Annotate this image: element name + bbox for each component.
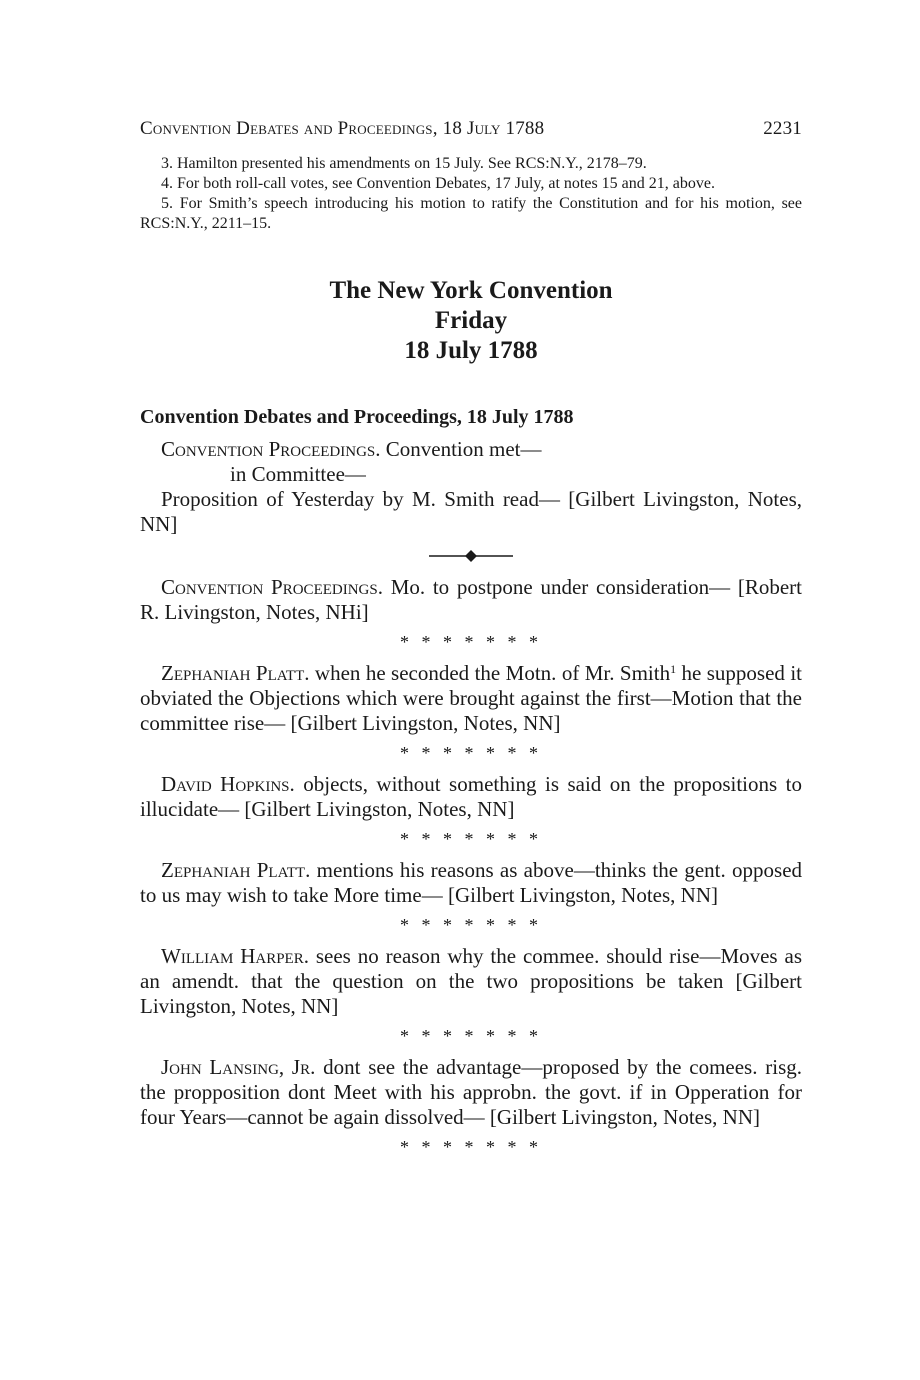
- entry-text: when he seconded the Motn. of Mr. Smith: [309, 661, 671, 685]
- speech-entry: [140, 944, 802, 1019]
- separator: * * * * * * *: [400, 1026, 542, 1046]
- page-number: 2231: [763, 118, 802, 139]
- entry-continuation: in Committee—: [230, 462, 366, 486]
- separator: * * * * * * *: [400, 1137, 542, 1157]
- section-heading: Convention Debates and Proceedings, 18 July 1788: [140, 406, 574, 428]
- speaker-name: William Harper.: [161, 944, 309, 968]
- separator: * * * * * * *: [400, 829, 542, 849]
- separator: * * * * * * *: [400, 632, 542, 652]
- footnote: 3. Hamilton presented his amendments on 15 July. See RCS:N.Y., 2178–79.: [161, 155, 647, 172]
- proceedings-entry: [140, 575, 802, 625]
- separator: * * * * * * *: [400, 743, 542, 763]
- speaker-name: Zephaniah Platt.: [161, 661, 310, 685]
- title-line: The New York Convention: [329, 277, 613, 304]
- speech-entry: [140, 661, 802, 736]
- speaker-name: John Lansing, Jr.: [161, 1055, 316, 1079]
- speaker-name: Convention Proceedings.: [161, 575, 383, 599]
- running-title: Convention Debates and Proceedings, 18 July 1788: [140, 118, 545, 139]
- footnote: 4. For both roll-call votes, see Convention Debates, 17 July, at notes 15 and 21, above.: [161, 175, 715, 192]
- entry-text: objects, without something is said on the propositions to illucidate— [Gilbert Livingston, Notes, NN]: [140, 772, 802, 821]
- title-line: 18 July 1788: [404, 337, 538, 364]
- footnotes: [140, 154, 802, 234]
- running-head: [140, 118, 802, 140]
- section-ornament: [140, 547, 802, 565]
- speech-entry: [140, 858, 802, 908]
- entry-text: Proposition of Yesterday by M. Smith read— [Gilbert Livingston, Notes, NN]: [140, 487, 802, 536]
- diamond-rule-icon: [429, 547, 513, 565]
- entry-text: he supposed it obviated the Objections which were brought against the first—Motion that the committee rise— [Gilbert Livingston, Notes, NN]: [140, 661, 803, 735]
- footnote: 5. For Smith’s speech introducing his motion to ratify the Constitution and for his motion, see RCS:N.Y., 2211–15.: [140, 195, 802, 232]
- entry-text: Mo. to postpone under consideration— [Robert R. Livingston, Notes, NHi]: [140, 575, 802, 624]
- speech-entry: [140, 772, 802, 822]
- proceedings-entry: [140, 437, 802, 462]
- page: [140, 118, 802, 1166]
- speaker-name: David Hopkins.: [161, 772, 295, 796]
- chapter-title: [140, 276, 802, 366]
- document-body: [140, 437, 802, 1158]
- separator: * * * * * * *: [400, 915, 542, 935]
- entry-text: sees no reason why the commee. should rise—Moves as an amendt. that the question on the two propositions be taken [Gilbert Livingston, Notes, NN]: [140, 944, 802, 1018]
- speaker-name: Zephaniah Platt.: [161, 858, 311, 882]
- entry-text: mentions his reasons as above—thinks the gent. opposed to us may wish to take More time— [Gilbert Livingston, Notes, NN]: [140, 858, 803, 907]
- footnote-ref: 1: [670, 662, 677, 676]
- entry-text: dont see the advantage—proposed by the comees. risg. the propposition dont Meet with his approbn. the govt. if in Opperation for four Years—cannot be again dissolved— [Gilbert Livingston, Notes, NN]: [140, 1055, 802, 1129]
- title-line: Friday: [434, 307, 508, 334]
- speaker-name: Convention Proceedings.: [161, 437, 381, 461]
- entry-text: Convention met—: [380, 437, 542, 461]
- speech-entry: [140, 1055, 802, 1130]
